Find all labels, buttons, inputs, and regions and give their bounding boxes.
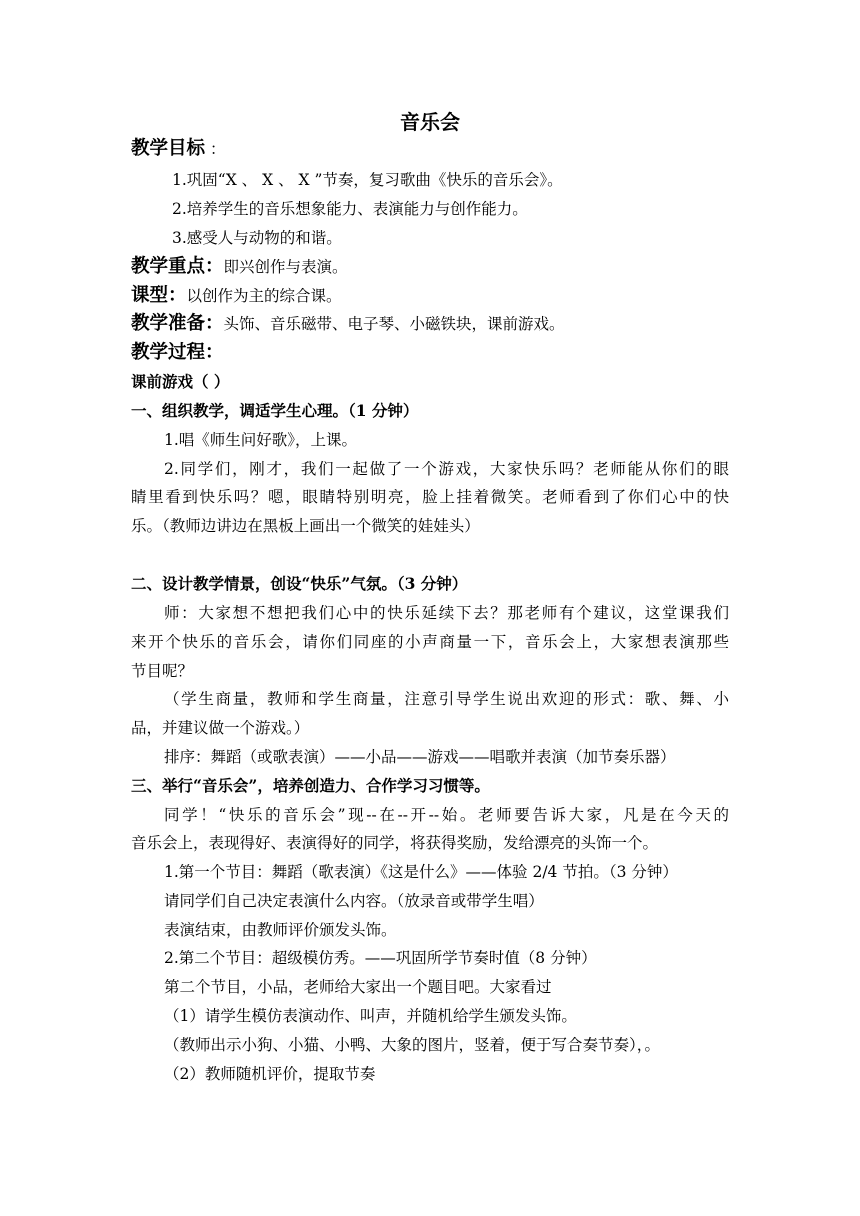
section2-paragraph-2-line-1: （学生商量，教师和学生商量，注意引导学生说出欢迎的形式：歌、舞、小 [164, 690, 729, 708]
section2-heading: 二、设计教学情景，创设“快乐”气氛。（3 分钟） [131, 574, 468, 593]
key-point-label: 教学重点： [131, 256, 224, 277]
process-label: 教学过程： [131, 342, 224, 363]
section1-paragraph-2-line-2: 睛里看到快乐吗？嗯，眼睛特别明亮，脸上挂着微笑。老师看到了你们心中的快 [131, 488, 729, 506]
document-title: 音乐会 [400, 110, 460, 134]
lesson-type-text: 以创作为主的综合课。 [186, 287, 342, 305]
process-heading [131, 343, 224, 363]
section1-paragraph-2-line-3: 乐。（教师边讲边在黑板上画出一个微笑的娃娃头） [131, 517, 480, 535]
section3-item-1: 1.第一个节目：舞蹈（歌表演）《这是什么》——体验 2/4 节拍。（3 分钟） [164, 863, 678, 881]
section3-item-3: 表演结束，由教师评价颁发头饰。 [164, 921, 397, 939]
objective-item-2: 2.培养学生的音乐想象能力、表演能力与创作能力。 [172, 200, 528, 218]
section2-paragraph-1-line-2: 来开个快乐的音乐会，请你们同座的小声商量一下，音乐会上，大家想表演那些 [131, 633, 729, 651]
objectives-heading [131, 139, 225, 159]
section1-paragraph-2-line-1: 2.同学们，刚才，我们一起做了一个游戏，大家快乐吗？老师能从你们的眼 [164, 460, 729, 478]
section2-paragraph-2-line-2: 品，并建议做一个游戏。） [131, 719, 310, 737]
section3-paragraph-1-line-1: 同学！“快乐的音乐会”现--在--开--始。老师要告诉大家，凡是在今天的 [164, 806, 729, 824]
section3-item-5: 第二个节目，小品，老师给大家出一个题目吧。大家看过 [164, 978, 552, 996]
section3-item-4: 2.第二个节目：超级模仿秀。——巩固所学节奏时值（8 分钟） [164, 949, 597, 967]
section3-item-8: （2）教师随机评价，提取节奏 [164, 1065, 376, 1083]
preparation-label: 教学准备： [131, 313, 224, 334]
section3-item-2: 请同学们自己决定表演什么内容。（放录音或带学生唱） [164, 892, 544, 910]
lesson-type-label: 课型： [131, 285, 187, 306]
section3-paragraph-1-line-2: 音乐会上，表现得好、表演得好的同学，将获得奖励，发给漂亮的头饰一个。 [131, 834, 659, 852]
objectives-suffix: ： [205, 140, 226, 158]
key-point [131, 257, 348, 277]
lesson-type [131, 286, 342, 306]
section3-item-6: （1）请学生模仿表演动作、叫声，并随机给学生颁发头饰。 [164, 1007, 577, 1025]
section3-heading: 三、举行“音乐会”，培养创造力、合作学习习惯等。 [131, 776, 490, 795]
section1-heading: 一、组织教学，调适学生心理。（1 分钟） [131, 401, 419, 420]
objective-item-3: 3.感受人与动物的和谐。 [172, 229, 342, 247]
pre-game: 课前游戏（ ） [131, 372, 230, 391]
section2-paragraph-1-line-1: 师：大家想不想把我们心中的快乐延续下去？那老师有个建议，这堂课我们 [164, 604, 729, 622]
preparation-text: 头饰、音乐磁带、电子琴、小磁铁块，课前游戏。 [223, 315, 565, 333]
section3-item-7: （教师出示小狗、小猫、小鸭、大象的图片，竖着，便于写合奏节奏），。 [164, 1036, 661, 1054]
key-point-text: 即兴创作与表演。 [223, 258, 348, 276]
preparation [131, 314, 565, 334]
section1-paragraph-1: 1.唱《师生问好歌》，上课。 [164, 431, 358, 449]
objective-item-1: 1.巩固“X 、 X 、 X ”节奏，复习歌曲《快乐的音乐会》。 [172, 171, 563, 189]
section2-paragraph-1-line-3: 节目呢？ [131, 662, 194, 680]
objectives-label: 教学目标 [131, 138, 206, 159]
section2-paragraph-3: 排序：舞蹈（或歌表演）——小品——游戏——唱歌并表演（加节奏乐器） [164, 748, 676, 766]
